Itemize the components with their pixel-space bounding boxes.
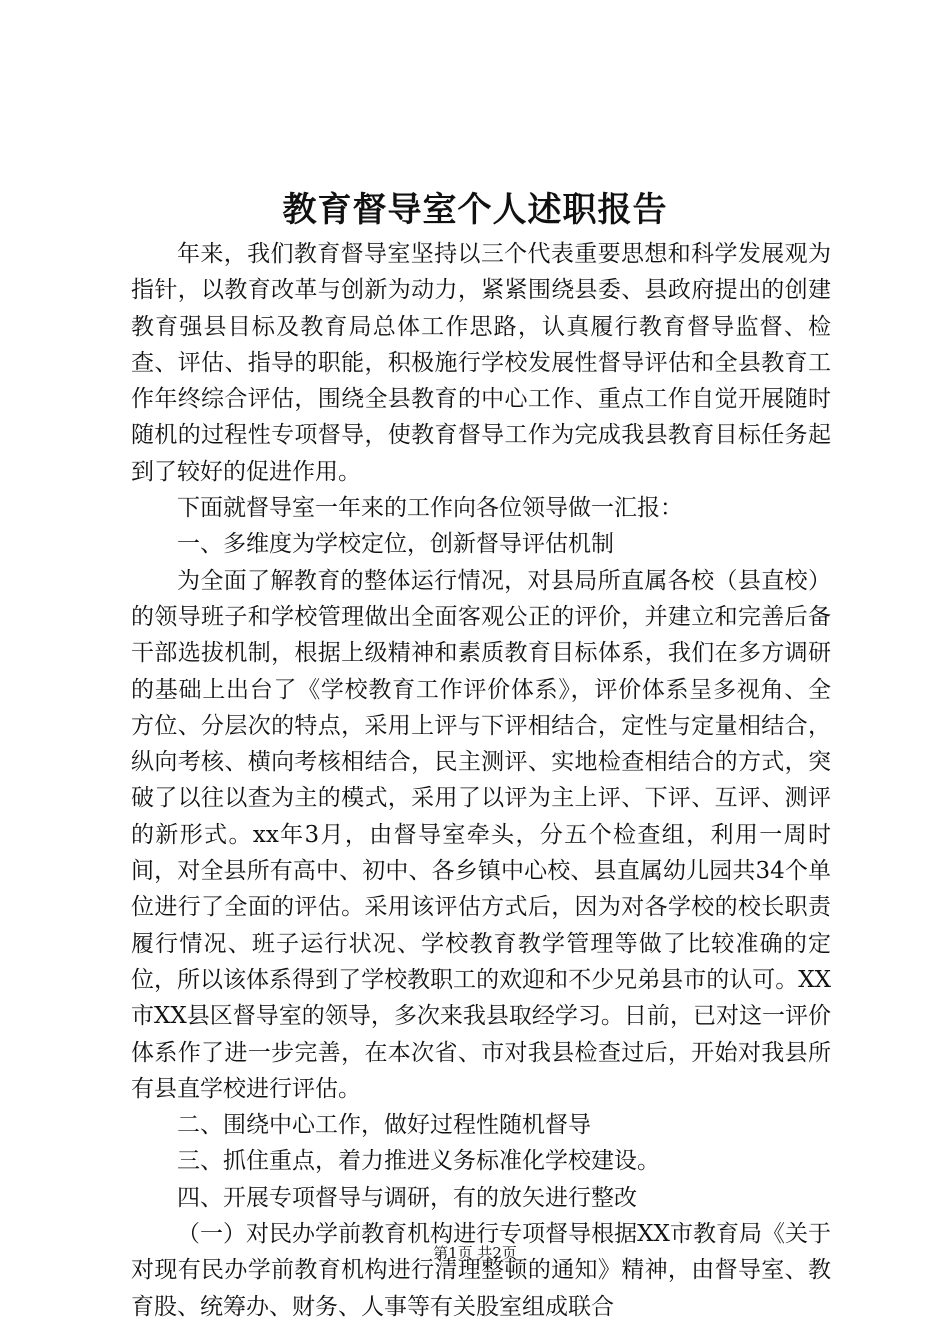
paragraph-section-1: 为全面了解教育的整体运行情况，对县局所直属各校（县直校）的领导班子和学校管理做出全面客观公正的评价，并建立和完善后备干部选拔机制，根据上级精神和素质教育目标体系，我们在多方调研的基础上出台了《学校教育工作评价体系》，评价体系呈多视角、全方位、分层次的特点，采用上评与下评相结合，定性与定量相结合，纵向考核、横向考核相结合，民主测评、实地检查相结合的方式，突破了以往以查为主的模式，采用了以评为主上评、下评、互评、测评的新形式。xx年3月，由督导室牵头，分五个检查组，利用一周时间，对全县所有高中、初中、各乡镇中心校、县直属幼儿园共34个单位进行了全面的评估。采用该评估方式后，因为对各学校的校长职责履行情况、班子运行状况、学校教育教学管理等做了比较准确的定位，所以该体系得到了学校教职工的欢迎和不少兄弟县市的认可。XX市XX县区督导室的领导，多次来我县取经学习。日前，已对这一评价体系作了进一步完善，在本次省、市对我县检查过后，开始对我县所有县直学校进行评估。: [131, 567, 831, 1102]
paragraph-intro: 年来，我们教育督导室坚持以三个代表重要思想和科学发展观为指针，以教育改革与创新为动力，紧紧围绕县委、县政府提出的创建教育强县目标及教育局总体工作思路，认真履行教育督导监督、检查、评估、指导的职能，积极施行学校发展性督导评估和全县教育工作年终综合评估，围绕全县教育的中心工作、重点工作自觉开展随时随机的过程性专项督导，使教育督导工作为完成我县教育目标任务起到了较好的促进作用。: [131, 241, 831, 485]
document-body: [131, 236, 831, 1325]
section-heading-2: 二、围绕中心工作，做好过程性随机督导: [177, 1112, 591, 1139]
paragraph-subsection-1: （一）对民办学前教育机构进行专项督导根据XX市教育局《关于对现有民办学前教育机构进行清理整顿的通知》精神，由督导室、教育股、统筹办、财务、人事等有关股室组成联合: [131, 1221, 831, 1320]
section-heading-1: 一、多维度为学校定位，创新督导评估机制: [177, 531, 614, 558]
section-heading-4: 四、开展专项督导与调研，有的放矢进行整改: [177, 1184, 637, 1211]
page-footer: 第1页 共2页: [433, 1244, 517, 1262]
document-title: 教育督导室个人述职报告: [282, 190, 668, 230]
paragraph-report-lead: 下面就督导室一年来的工作向各位领导做一汇报：: [177, 495, 683, 522]
section-heading-3: 三、抓住重点，着力推进义务标准化学校建设。: [177, 1148, 660, 1175]
